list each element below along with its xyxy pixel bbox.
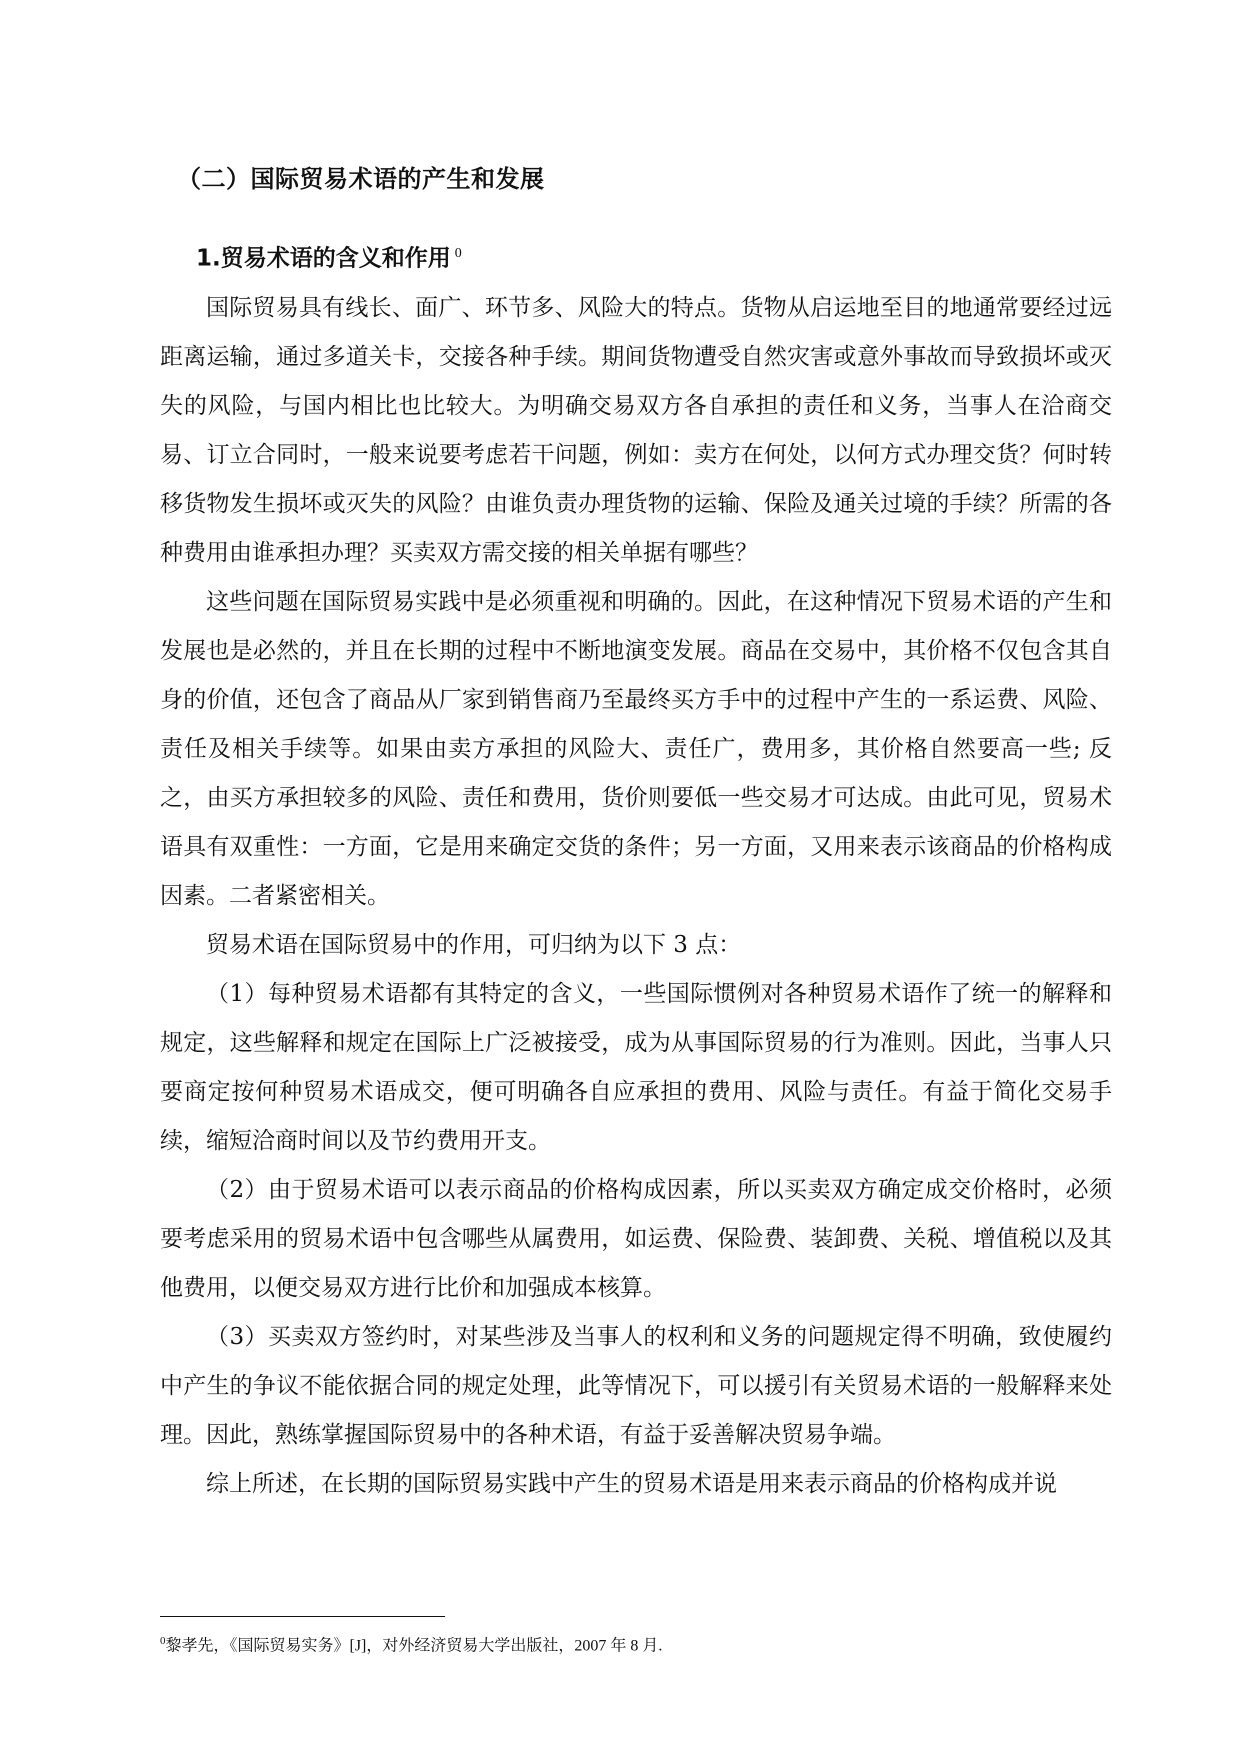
footnote-reference[interactable]: 0 [454, 246, 462, 261]
sub-heading [196, 236, 462, 277]
footnote-divider [160, 1616, 445, 1617]
paragraph: 这些问题在国际贸易实践中是必须重视和明确的。因此，在这种情况下贸易术语的产生和发展也是必然的，并且在长期的过程中不断地演变发展。商品在交易中，其价格不仅包含其自身的价值，还包含了商品从厂家到销售商乃至最终买方手中的过程中产生的一系运费、风险、责任及相关手续等。如果由卖方承担的风险大、责任广，费用多，其价格自然要高一些; 反之，由买方承担较多的风险、责任和费用，货价则要低一些交易才可达成。由此可见，贸易术语具有双重性：一方面，它是用来确定交货的条件；另一方面，又用来表示该商品的价格构成因素。二者紧密相关。 [160, 589, 1112, 909]
paragraph: 综上所述，在长期的国际贸易实践中产生的贸易术语是用来表示商品的价格构成并说 [206, 1471, 1057, 1497]
footnote [160, 1630, 662, 1657]
section-heading: （二）国际贸易术语的产生和发展 [177, 165, 545, 193]
paragraph: （1）每种贸易术语都有其特定的含义，一些国际惯例对各种贸易术语作了统一的解释和规定，这些解释和规定在国际上广泛被接受，成为从事国际贸易的行为准则。因此，当事人只要商定按何种贸易术语成交，便可明确各自应承担的费用、风险与责任。有益于简化交易手续，缩短洽商时间以及节约费用开支。 [160, 981, 1112, 1154]
paragraph: 国际贸易具有线长、面广、环节多、风险大的特点。货物从启运地至目的地通常要经过远距离运输，通过多道关卡，交接各种手续。期间货物遭受自然灾害或意外事故而导致损坏或灭失的风险，与国内相比也比较大。为明确交易双方各自承担的责任和义务，当事人在洽商交易、订立合同时，一般来说要考虑若干问题，例如：卖方在何处，以何方式办理交货？何时转移货物发生损坏或灭失的风险？由谁负责办理货物的运输、保险及通关过境的手续？所需的各种费用由谁承担办理？买卖双方需交接的相关单据有哪些？ [160, 295, 1112, 566]
sub-heading-text: 1.贸易术语的含义和作用 [196, 245, 451, 272]
footnote-marker: 0 [160, 1635, 166, 1647]
paragraph: 贸易术语在国际贸易中的作用，可归纳为以下 3 点： [206, 932, 742, 958]
body-text [160, 284, 1112, 1509]
paragraph: （3）买卖双方签约时，对某些涉及当事人的权利和义务的问题规定得不明确，致使履约中产生的争议不能依据合同的规定处理，此等情况下，可以援引有关贸易术语的一般解释来处理。因此，熟练掌握国际贸易中的各种术语，有益于妥善解决贸易争端。 [160, 1324, 1112, 1448]
paragraph: （2）由于贸易术语可以表示商品的价格构成因素，所以买卖双方确定成交价格时，必须要考虑采用的贸易术语中包含哪些从属费用，如运费、保险费、装卸费、关税、增值税以及其他费用，以便交易双方进行比价和加强成本核算。 [160, 1177, 1112, 1301]
footnote-text: 黎孝先，《国际贸易实务》[J]，对外经济贸易大学出版社，2007 年 8 月. [165, 1637, 663, 1655]
